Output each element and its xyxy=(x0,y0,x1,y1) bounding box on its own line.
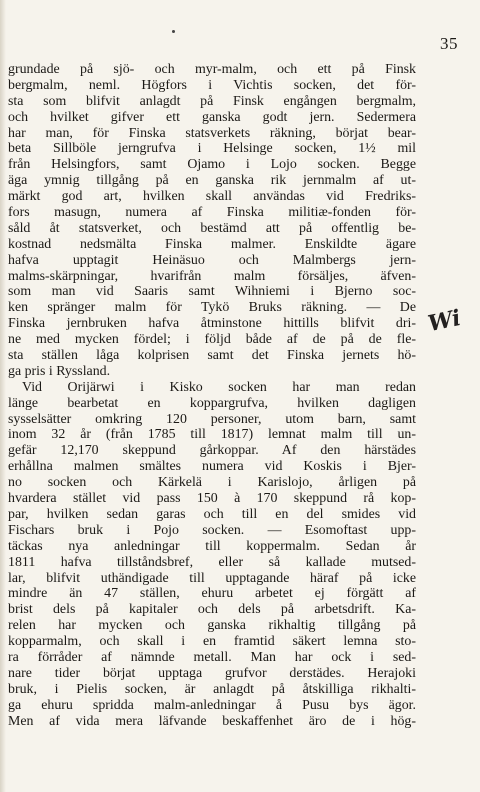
text-line: kostnad nedsmälta Finska malmer. Enskildte ägare xyxy=(8,236,416,252)
text-line: ga ehuru spridda malm-anledningar å Pusu bys ägor. xyxy=(8,697,416,713)
text-line: par, hvilken sedan garas och till en del smides vid xyxy=(8,506,416,522)
text-line: ga pris i Ryssland. xyxy=(8,363,111,379)
text-line: kopparmalm, och skall i en framtid säkert lemna sto- xyxy=(8,634,416,650)
text-line: nare tider börjat upptaga grufvor derstädes. Herajoki xyxy=(8,665,416,681)
text-line: ken spränger malm för Tykö Bruks räkning. — De xyxy=(8,300,416,316)
text-line: malms-skärpningar, hvarifrån malm försäljes, äfven- xyxy=(8,268,416,284)
text-line: gefär 12,170 skeppund gårkoppar. Af den härstädes xyxy=(8,443,416,459)
text-line: Men af vida mera läfvande beskaffenhet äro de i hög- xyxy=(8,713,416,729)
text-line: har man, för Finska statsverkets räkning, börjat bear- xyxy=(8,125,416,141)
text-line: no socken och Kärkelä i Karislojo, årligen på xyxy=(8,475,416,491)
text-line: ne med mycken fördel; i följd både af de på de fle- xyxy=(8,332,416,348)
text-line: bergmalm, neml. Högfors i Vichtis socken, det för- xyxy=(8,77,416,93)
text-line: 1811 hafva tillståndsbref, eller så kallade mutsed- xyxy=(8,554,416,570)
text-line: länge bearbetat en koppargrufva, hvilken dagligen xyxy=(8,395,416,411)
text-line: mindre än 47 ställen, ehuru arbetet ej förgätt af xyxy=(8,586,416,602)
text-line: erhållna malmen smältes numera vid Koskis i Bjer- xyxy=(8,459,416,475)
text-line: relen har mycken och ganska rikhaltig tillgång på xyxy=(8,618,416,634)
text-line: sta ställen låga kolprisen samt det Finska jernets hö- xyxy=(8,348,416,364)
text-line: äga ymnig tillgång på en ganska rik jernmalm af ut- xyxy=(8,173,416,189)
text-line: hafva upptagit Heinäsuo och Malmbergs jern- xyxy=(8,252,416,268)
page-number: 35 xyxy=(440,34,458,53)
text-line: märkt god art, hvilken skall användas vid Fredriks- xyxy=(8,189,416,205)
text-line: Vid Orijärwi i Kisko socken har man redan xyxy=(22,379,416,395)
text-line: från Helsingfors, samt Ojamo i Lojo socken. Begge xyxy=(8,157,416,173)
text-line: hvardera stället vid pass 150 à 170 skeppund rå kop- xyxy=(8,491,416,507)
text-line: och hvilket gifver ett ganska godt jern. Sedermera xyxy=(8,109,416,125)
text-line: beta Sillböle jerngrufva i Helsinge socken, 1½ mil xyxy=(8,141,416,157)
handwritten-margin-note: Wi xyxy=(425,304,464,338)
text-line: lar, blifvit uthändigade till upptagande häraf på icke xyxy=(8,570,416,586)
text-line: såld åt statsverket, och bestämd att på offentlig be- xyxy=(8,220,416,236)
text-line: Fischars bruk i Pojo socken. — Esomoftast upp- xyxy=(8,522,416,538)
text-line: sta som blifvit anlagdt på Finsk engången bergmalm, xyxy=(8,93,416,109)
body-text xyxy=(0,62,420,729)
text-line: Finska jernbruken hafva åtminstone hittills blifvit dri- xyxy=(8,316,416,332)
text-line: ra förråder af nämnde metall. Man har ock i sed- xyxy=(8,649,416,665)
ink-speck xyxy=(172,30,175,33)
text-line: grundade på sjö- och myr-malm, och ett på Finsk xyxy=(8,62,416,77)
text-line: bruk, i Pielis socken, är anlagdt på åtskilliga rikhalti- xyxy=(8,681,416,697)
text-line: täckas nya anledningar till koppermalm. Sedan år xyxy=(8,538,416,554)
text-line: inom 32 år (från 1785 till 1817) lemnat malm till un- xyxy=(8,427,416,443)
text-line: brist dels på kapitaler och dels på arbetsdrift. Ka- xyxy=(8,602,416,618)
text-line: sysselsätter omkring 120 personer, utom barn, samt xyxy=(8,411,416,427)
text-line: fors masugn, numera af Finska militiæ-fonden för- xyxy=(8,205,416,221)
text-line: som man vid Saaris samt Wihniemi i Bjerno soc- xyxy=(8,284,416,300)
